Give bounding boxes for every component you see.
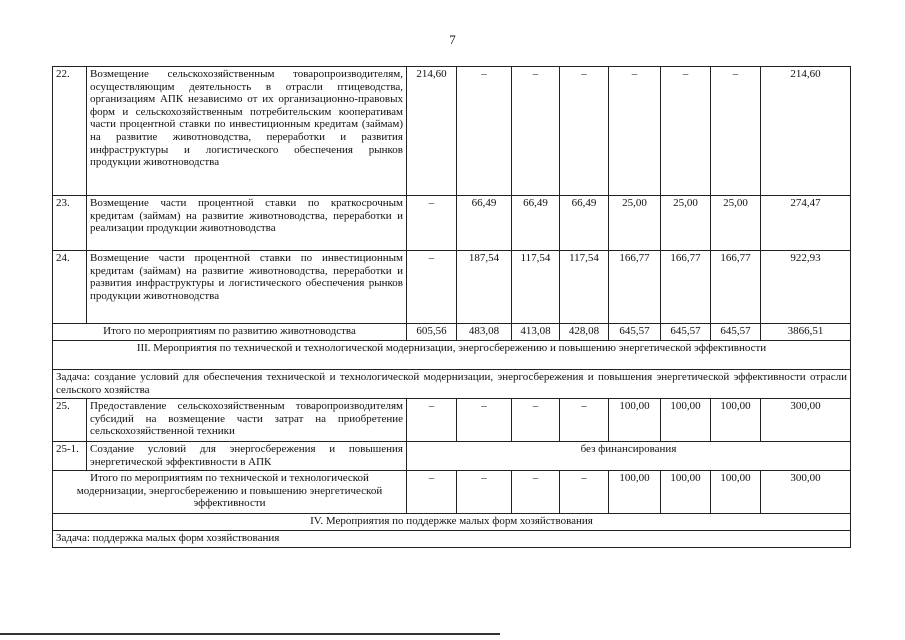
row-number: 22. (53, 67, 87, 196)
total-row-tech (53, 471, 851, 514)
value-cell: 100,00 (711, 471, 761, 514)
page-number: 7 (449, 32, 456, 47)
value-cell: 66,49 (512, 196, 560, 251)
value-cell: – (560, 399, 609, 442)
row-number: 25-1. (53, 442, 87, 471)
row-description: Возмещение части процентной ставки по инвестиционным кредитам (займам) на развитие животноводства, переработки и развития инфраструктуры и логистического обеспечения рынков продукции животноводства (87, 251, 407, 324)
value-cell: 645,57 (609, 324, 661, 341)
section-heading-row (53, 514, 851, 531)
row-number: 24. (53, 251, 87, 324)
task-text: Задача: поддержка малых форм хозяйствования (53, 531, 851, 548)
value-cell: – (512, 399, 560, 442)
value-cell: 214,60 (407, 67, 457, 196)
value-cell: 25,00 (661, 196, 711, 251)
value-cell: – (560, 471, 609, 514)
value-cell: 645,57 (661, 324, 711, 341)
value-cell: 100,00 (661, 471, 711, 514)
row-description: Предоставление сельскохозяйственным товаропроизводителям субсидий на возмещение части затрат на приобретение сельскохозяйственной техники (87, 399, 407, 442)
value-cell: 645,57 (711, 324, 761, 341)
value-cell: 428,08 (560, 324, 609, 341)
table-row (53, 251, 851, 324)
task-row (53, 370, 851, 399)
total-label: Итого по мероприятиям по развитию животноводства (53, 324, 407, 341)
value-cell: 25,00 (711, 196, 761, 251)
value-cell: – (457, 471, 512, 514)
total-cell: 274,47 (761, 196, 851, 251)
total-cell: 300,00 (761, 399, 851, 442)
row-description: Создание условий для энергосбережения и повышения энергетической эффективности в АПК (87, 442, 407, 471)
value-cell: – (512, 471, 560, 514)
table-row (53, 67, 851, 196)
value-cell: 166,77 (661, 251, 711, 324)
total-cell: 922,93 (761, 251, 851, 324)
total-cell: 214,60 (761, 67, 851, 196)
task-row (53, 531, 851, 548)
value-cell: – (407, 251, 457, 324)
value-cell: 483,08 (457, 324, 512, 341)
section-heading-row (53, 341, 851, 370)
task-text: Задача: создание условий для обеспечения технической и технологической модернизации, энергосбережения и повышения энергетической эффективности отрасли сельского хозяйства (53, 370, 851, 399)
value-cell: 605,56 (407, 324, 457, 341)
value-cell: – (512, 67, 560, 196)
value-cell: – (711, 67, 761, 196)
value-cell: 100,00 (609, 399, 661, 442)
value-cell: 66,49 (560, 196, 609, 251)
value-cell: 25,00 (609, 196, 661, 251)
value-cell: 166,77 (609, 251, 661, 324)
row-number: 23. (53, 196, 87, 251)
value-cell: – (407, 471, 457, 514)
value-cell: – (407, 196, 457, 251)
total-cell: 300,00 (761, 471, 851, 514)
value-cell: – (457, 67, 512, 196)
value-cell: 187,54 (457, 251, 512, 324)
table-row (53, 399, 851, 442)
page-edge-line (0, 633, 500, 635)
total-cell: 3866,51 (761, 324, 851, 341)
table-row (53, 442, 851, 471)
value-cell: 100,00 (609, 471, 661, 514)
total-row-livestock (53, 324, 851, 341)
table-row (53, 196, 851, 251)
value-cell: 117,54 (560, 251, 609, 324)
no-funding-note: без финансирования (407, 442, 851, 471)
total-label: Итого по мероприятиям по технической и технологической модернизации, энергосбережению и повышению энергетической эффективности (53, 471, 407, 514)
value-cell: – (560, 67, 609, 196)
value-cell: 100,00 (711, 399, 761, 442)
row-number: 25. (53, 399, 87, 442)
section-title: III. Мероприятия по технической и технологической модернизации, энергосбережению и повышению энергетической эффективности (53, 341, 851, 370)
row-description: Возмещение части процентной ставки по краткосрочным кредитам (займам) на развитие животноводства, переработки и реализации продукции животноводства (87, 196, 407, 251)
value-cell: – (609, 67, 661, 196)
value-cell: – (407, 399, 457, 442)
value-cell: – (661, 67, 711, 196)
value-cell: 100,00 (661, 399, 711, 442)
row-description: Возмещение сельскохозяйственным товаропроизводителям, осуществляющим деятельность в отрасли птицеводства, организациям АПК независимо от их организационно-правовых форм и сельскохозяйственным потребительским кооперативам части процентной ставки по инвестиционным кредитам (займам) на развитие животноводства, переработки и развития инфраструктуры и логистического обеспечения рынков продукции животноводства (87, 67, 407, 196)
value-cell: 166,77 (711, 251, 761, 324)
value-cell: 413,08 (512, 324, 560, 341)
value-cell: – (457, 399, 512, 442)
value-cell: 66,49 (457, 196, 512, 251)
program-table (52, 66, 851, 548)
value-cell: 117,54 (512, 251, 560, 324)
section-title: IV. Мероприятия по поддержке малых форм хозяйствования (53, 514, 851, 531)
